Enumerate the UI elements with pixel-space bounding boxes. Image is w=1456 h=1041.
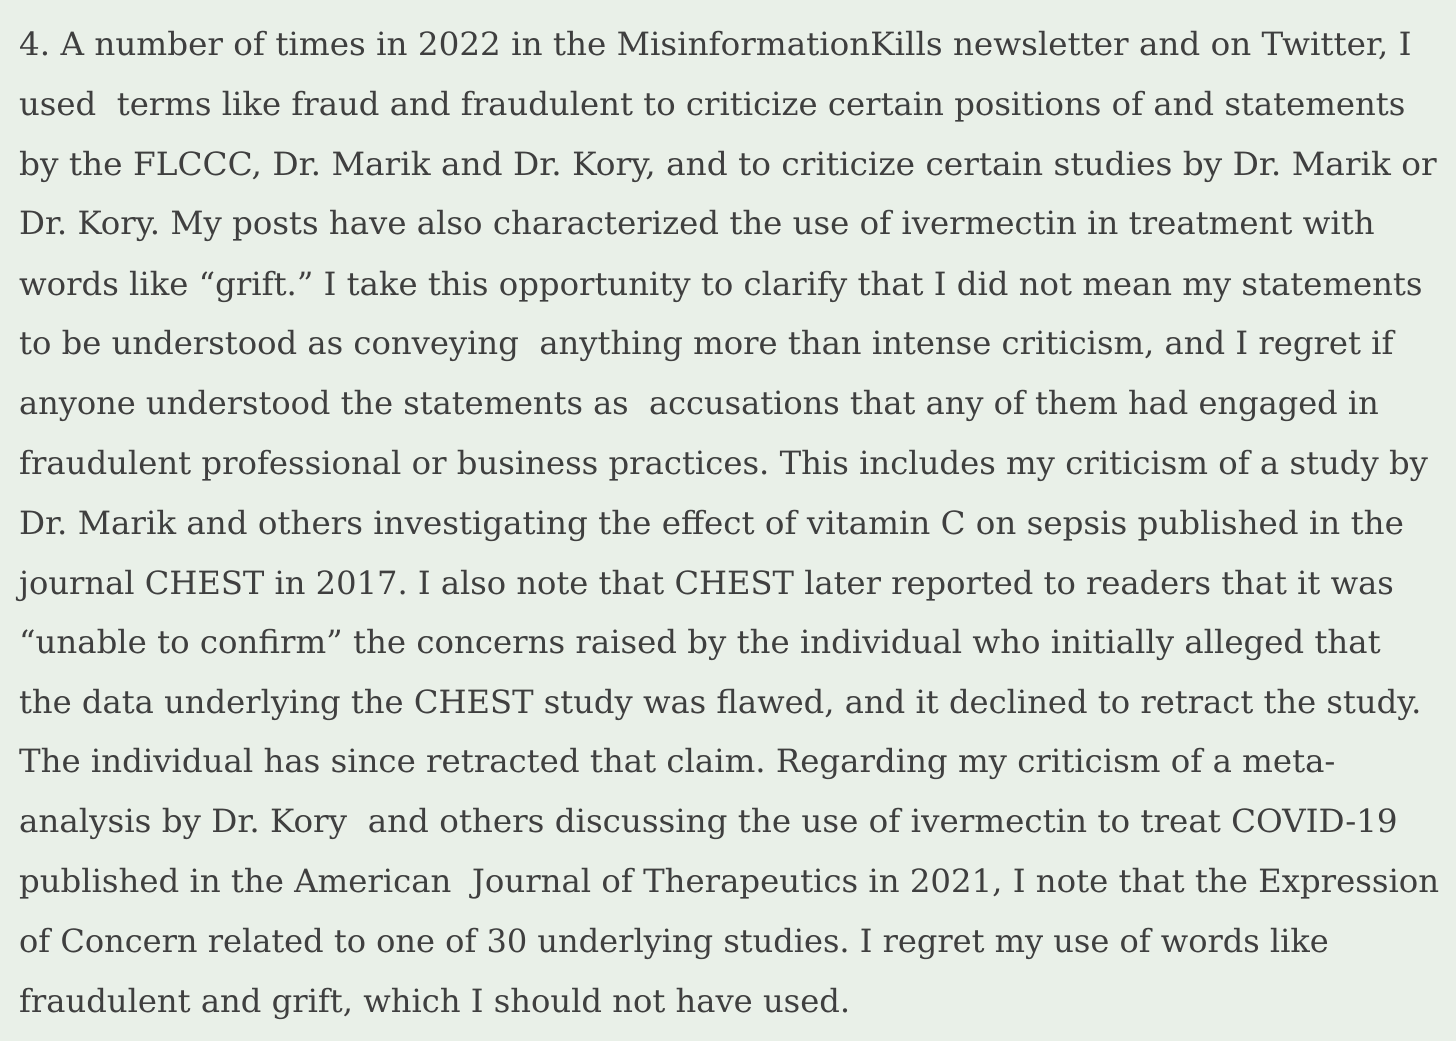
- text-line: analysis by Dr. Kory and others discussing the use of ivermectin to treat COVID-19: [19, 802, 1398, 840]
- text-line: journal CHEST in 2017. I also note that CHEST later reported to readers that it was: [19, 564, 1394, 602]
- text-line: of Concern related to one of 30 underlying studies. I regret my use of words like: [19, 922, 1329, 960]
- text-line: published in the American Journal of Therapeutics in 2021, I note that the Expression: [19, 862, 1440, 900]
- text-line: Dr. Marik and others investigating the effect of vitamin C on sepsis published in the: [19, 504, 1404, 542]
- text-line: The individual has since retracted that claim. Regarding my criticism of a meta-: [19, 742, 1336, 780]
- text-line: “unable to confirm” the concerns raised by the individual who initially alleged that: [19, 623, 1381, 661]
- text-line: words like “grift.” I take this opportunity to clarify that I did not mean my statements: [19, 265, 1423, 303]
- text-line: used terms like fraud and fraudulent to criticize certain positions of and statements: [19, 85, 1406, 123]
- text-line: anyone understood the statements as accusations that any of them had engaged in: [19, 384, 1379, 422]
- text-line: fraudulent and grift, which I should not have used.: [19, 982, 851, 1020]
- text-line: Dr. Kory. My posts have also characterized the use of ivermectin in treatment with: [19, 204, 1375, 242]
- text-line: to be understood as conveying anything more than intense criticism, and I regret if: [19, 324, 1394, 362]
- text-line: 4. A number of times in 2022 in the MisinformationKills newsletter and on Twitter, I: [19, 25, 1412, 63]
- text-line: fraudulent professional or business practices. This includes my criticism of a study by: [19, 444, 1428, 482]
- text-line: the data underlying the CHEST study was flawed, and it declined to retract the study.: [19, 683, 1422, 721]
- text-line: by the FLCCC, Dr. Marik and Dr. Kory, and to criticize certain studies by Dr. Marik or: [19, 145, 1437, 183]
